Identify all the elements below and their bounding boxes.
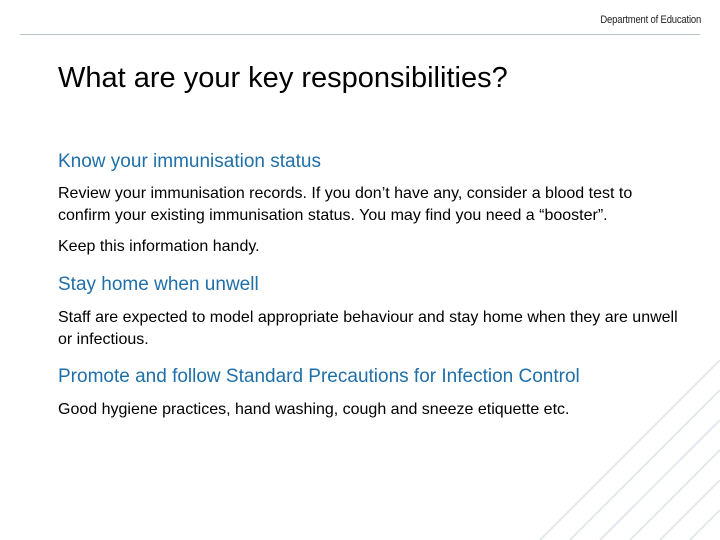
section-paragraph: Keep this information handy. xyxy=(58,238,260,255)
section-heading-immunisation: Know your immunisation status xyxy=(58,151,321,172)
section-heading-standard-precautions: Promote and follow Standard Precautions for Infection Control xyxy=(58,366,580,387)
section-paragraph: Staff are expected to model appropriate behaviour and stay home when they are unwell or infectious. xyxy=(58,309,678,348)
slide-title: What are your key responsibilities? xyxy=(58,62,508,94)
department-of-education-logo: Department of Education xyxy=(600,14,701,26)
section-paragraph: Good hygiene practices, hand washing, cough and sneeze etiquette etc. xyxy=(58,401,570,418)
section-heading-stay-home: Stay home when unwell xyxy=(58,274,259,295)
decorative-stripes xyxy=(530,350,720,540)
section-paragraph: Review your immunisation records. If you don’t have any, consider a blood test to confirm your existing immunisation status. You may find you need a “booster”. xyxy=(58,185,633,224)
header-divider xyxy=(20,34,700,35)
